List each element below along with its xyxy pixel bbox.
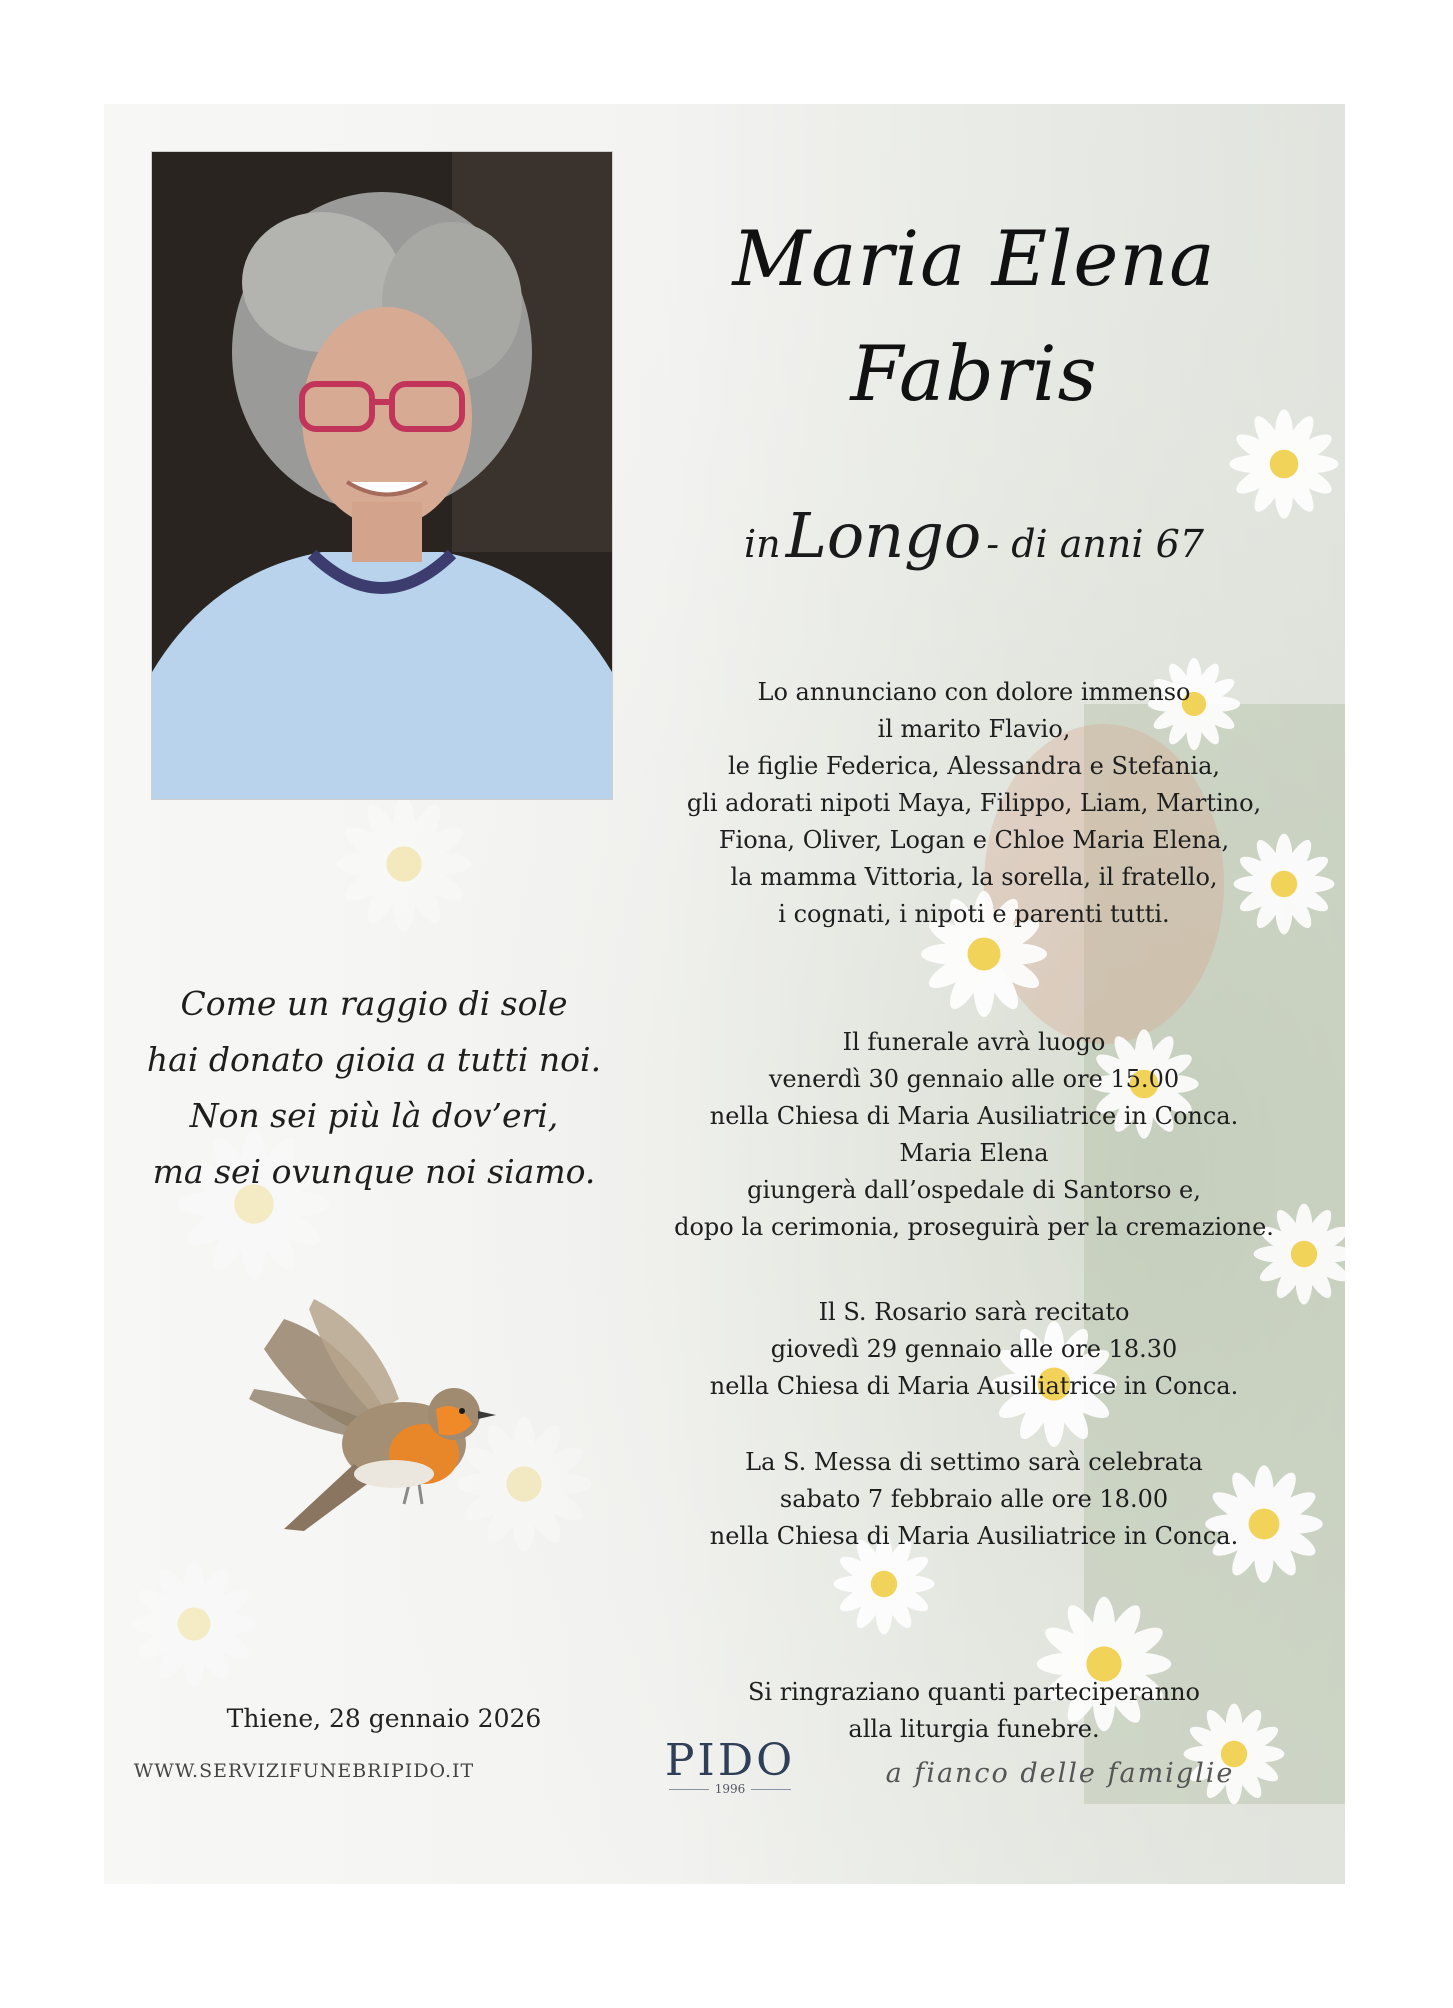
obituary-sheet bbox=[104, 104, 1345, 1884]
rosary-block bbox=[664, 1294, 1284, 1405]
announcement-line: le figlie Federica, Alessandra e Stefania, bbox=[727, 752, 1221, 780]
funeral-line: dopo la cerimonia, proseguirà per la cremazione. bbox=[674, 1213, 1274, 1241]
rosary-line: giovedì 29 gennaio alle ore 18.30 bbox=[770, 1335, 1178, 1363]
company-motto: a fianco delle famiglie bbox=[885, 1758, 1235, 1789]
announcement-block bbox=[664, 674, 1284, 933]
announcement-line: il marito Flavio, bbox=[877, 715, 1071, 743]
quote-line: Come un raggio di sole bbox=[180, 984, 568, 1023]
thanks-line: Si ringraziano quanti parteciperanno bbox=[747, 1678, 1200, 1706]
funeral-line: Maria Elena bbox=[899, 1139, 1049, 1167]
announcement-line: la mamma Vittoria, la sorella, il fratello, bbox=[730, 863, 1218, 891]
website-link[interactable]: WWW.SERVIZIFUNEBRIPIDO.IT bbox=[133, 1760, 475, 1782]
memorial-quote bbox=[124, 976, 624, 1200]
announcement-line: gli adorati nipoti Maya, Filippo, Liam, Martino, bbox=[686, 789, 1262, 817]
funeral-block bbox=[664, 1024, 1284, 1246]
announcement-line: Fiona, Oliver, Logan e Chloe Maria Elena, bbox=[718, 826, 1230, 854]
mass-line: sabato 7 febbraio alle ore 18.00 bbox=[779, 1485, 1169, 1513]
announcement-line: i cognati, i nipoti e parenti tutti. bbox=[778, 900, 1170, 928]
announcement-line: Lo annunciano con dolore immenso bbox=[757, 678, 1191, 706]
logo-year: 1996 bbox=[714, 1782, 746, 1796]
funeral-line: Il funerale avrà luogo bbox=[842, 1028, 1106, 1056]
deceased-first-name: Maria Elena bbox=[732, 214, 1216, 303]
married-surname: Longo bbox=[785, 499, 982, 572]
thanks-line: alla liturgia funebre. bbox=[848, 1715, 1100, 1743]
place-and-date: Thiene, 28 gennaio 2026 bbox=[226, 1704, 542, 1733]
rosary-line: Il S. Rosario sarà recitato bbox=[818, 1298, 1130, 1326]
funeral-line: venerdì 30 gennaio alle ore 15.00 bbox=[768, 1065, 1180, 1093]
mass-block bbox=[664, 1444, 1284, 1555]
logo-wordmark: PIDO bbox=[664, 1735, 796, 1786]
mass-line: nella Chiesa di Maria Ausiliatrice in Conca. bbox=[709, 1522, 1239, 1550]
rosary-line: nella Chiesa di Maria Ausiliatrice in Conca. bbox=[709, 1372, 1239, 1400]
married-prefix: in bbox=[744, 522, 781, 566]
quote-line: hai donato gioia a tutti noi. bbox=[146, 1040, 602, 1079]
robin-bird-illustration bbox=[224, 1299, 544, 1539]
mass-line: La S. Messa di settimo sarà celebrata bbox=[745, 1448, 1203, 1476]
portrait-photo bbox=[152, 152, 612, 799]
pido-logo bbox=[630, 1735, 830, 1796]
portrait-illustration bbox=[152, 152, 612, 799]
married-name-age-line bbox=[664, 499, 1284, 572]
quote-line: Non sei più là dov’eri, bbox=[189, 1096, 559, 1135]
age-text: - di anni 67 bbox=[986, 522, 1204, 566]
deceased-last-name: Fabris bbox=[850, 329, 1098, 418]
logo-year-line bbox=[630, 1782, 830, 1796]
funeral-line: nella Chiesa di Maria Ausiliatrice in Conca. bbox=[709, 1102, 1239, 1130]
quote-line: ma sei ovunque noi siamo. bbox=[152, 1152, 596, 1191]
funeral-line: giungerà dall’ospedale di Santorso e, bbox=[747, 1176, 1201, 1204]
